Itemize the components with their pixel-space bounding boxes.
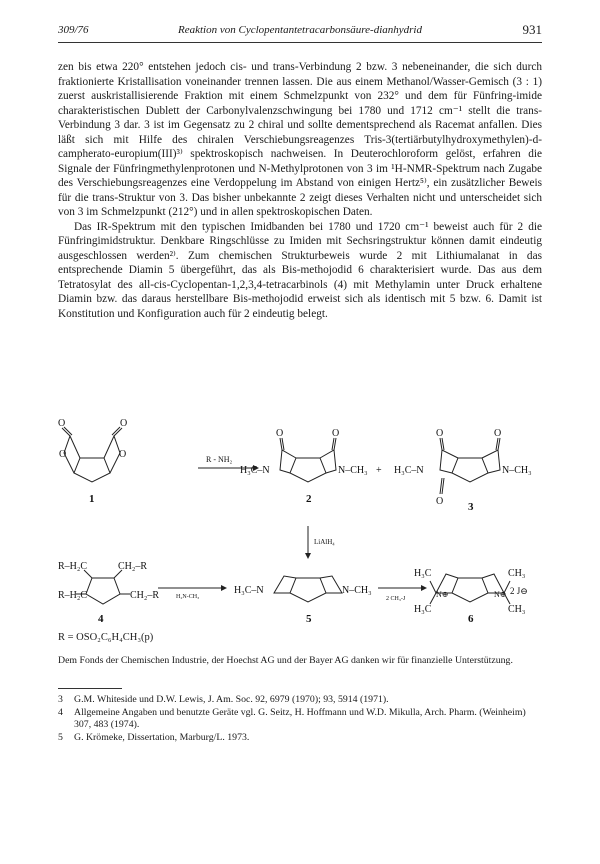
- footnote-number: 4: [58, 706, 63, 718]
- compound-label-2: 2: [306, 493, 312, 505]
- atom-o-1a: O: [58, 418, 66, 429]
- atom-o-3b: O: [494, 428, 502, 439]
- atom-o-2b: O: [332, 428, 340, 439]
- r-group-definition: R = OSO₂C₆H₄CH₃(p): [58, 632, 154, 643]
- compound-6-structure: [430, 574, 510, 604]
- atom-ch3-6b: CH₃: [508, 604, 526, 615]
- compound-label-5: 5: [306, 613, 312, 625]
- header-rule: [58, 42, 542, 43]
- atom-o-3a: O: [436, 428, 444, 439]
- atom-nch3-2: N–CH₃: [338, 465, 368, 476]
- reagent-r-nh2: R - NH₂: [206, 455, 233, 464]
- paragraph-2: Das IR-Spektrum mit den typischen Imidbanden bei 1780 und 1720 cm⁻¹ beweist auch für 2 die Fünfringimidstruktur. Denkbare Ringschlüsse zu Imiden mit Sechsringstruktur können damit eindeutig ausgeschlossen werden²⁾. Zum chemischen Strukturbeweis wurde 2 mit Lithiumalanat in das entsprechende Diamin 5 übergeführt, das als Bis-methojodid 6 charakterisiert wurde. Das aus dem Tetratosylat des all-cis-Cyclopentan-1,2,3,4-tetracarbinols (4) mit Methylamin unter Druck erhaltene Diamin bzw. das daraus herstellbare Bis-methojodid erweist sich als identisch mit 5 bzw. 6. Damit ist Konstitution und Konfiguration auch für 2 eindeutig belegt.: [58, 220, 542, 320]
- compound-3-structure: [440, 438, 500, 494]
- paragraph-1: zen bis etwa 220° entstehen jedoch cis- und trans-Verbindung 2 bzw. 3 nebeneinander, die sich durch fraktionierte Kristallisation voneinander trennen lassen. Die aus einem Methanol/Wasser-Gemisch (3 : 1) zuerst auskristallisierende Fraktion mit einem Schmelzpunkt von 232° und dem für Fünfring-imide charakteristischen Dublett der Carbonylvalenzschwingung bei 1780 und 1712 cm⁻¹ stellt die trans-Verbindung 3 dar. 3 ist im Gegensatz zu 2 chiral und sollte dementsprechend als Racemat anfallen. Dies läßt sich mit Hilfe des chiralen Verschiebungsreagenzes Tris-3(tertiärbutylhydroxymethylen)-d-campherato-europium(III)³⁾ spektroskopisch nachweisen. In Deuterochloroform gelöst, erfahren die Signale der Fünfringmethylenprotonen und N-Methylprotonen von 3 im ¹H-NMR-Spektrum nach Zugabe des Verschiebungsreagenzes eine Verdoppelung im Abstand von einigen Hertz⁵⁾, ein zusätzlicher Beweis für die trans-Struktur von 3. Das bisher unbekannte 2 zeigt dieses Verhalten nicht und unterscheidet sich von 3 im Schmelzpunkt (212°) und in allen spektroskopischen Daten.: [58, 61, 542, 218]
- plus-sign: +: [376, 465, 382, 476]
- atom-o-2a: O: [276, 428, 284, 439]
- atom-nch3-3: N–CH₃: [502, 465, 532, 476]
- atom-h3c-6a: H₃C: [414, 568, 432, 579]
- footnote-3: [58, 694, 542, 707]
- atom-nplus-6a: N⊕: [436, 590, 449, 599]
- footnotes: [58, 694, 542, 744]
- compound-label-3: 3: [468, 501, 474, 513]
- footnote-4: [58, 707, 542, 732]
- footnote-number: 5: [58, 731, 63, 743]
- atom-h3cn-5: H₃C–N: [234, 585, 264, 596]
- footnote-text: G.M. Whiteside und D.W. Lewis, J. Am. Soc. 92, 6979 (1970); 93, 5914 (1971).: [74, 694, 389, 705]
- reaction-scheme: [58, 398, 542, 646]
- atom-o-3c: O: [436, 496, 444, 507]
- atom-h3cn-3: H₃C–N: [394, 465, 424, 476]
- footnote-5: [58, 732, 542, 745]
- compound-label-1: 1: [89, 493, 95, 505]
- page-reference: 309/76: [58, 24, 89, 36]
- footnote-rule: [58, 688, 122, 689]
- reagent-methylamine: H₂N-CH₃: [176, 594, 200, 600]
- atom-ch3-6a: CH₃: [508, 568, 526, 579]
- running-header: [58, 24, 542, 42]
- compound-5-structure: [274, 576, 342, 602]
- atom-ch2r-a: CH₂–R: [118, 561, 148, 572]
- atom-rh2c-b: R–H₂C: [58, 590, 88, 601]
- footnote-text: G. Krömeke, Dissertation, Marburg/L. 1973.: [74, 731, 250, 743]
- atom-nplus-6b: N⊕: [494, 590, 507, 599]
- compound-label-6: 6: [468, 613, 474, 625]
- atom-rh2c-a: R–H₂C: [58, 561, 88, 572]
- reagent-methyl-iodide: 2 CH₃-J: [386, 596, 406, 602]
- compound-1-structure: [62, 427, 122, 482]
- atom-o-1c: O: [59, 449, 67, 460]
- compound-label-4: 4: [98, 613, 104, 625]
- atom-nch3-5: N–CH₃: [342, 585, 372, 596]
- compound-2-structure: [280, 438, 336, 482]
- acknowledgment: Dem Fonds der Chemischen Industrie, der Hoechst AG und der Bayer AG danken wir für finanzielle Unterstützung.: [58, 655, 513, 666]
- footnote-text: Allgemeine Angaben und benutzte Geräte vgl. G. Seitz, H. Hoffmann und W.D. Mikulla, Arch. Pharm. (Weinheim) 307, 483 (1974).: [74, 706, 526, 730]
- running-title: Reaktion von Cyclopentantetracarbonsäure-dianhydrid: [178, 24, 422, 36]
- body-text: [58, 60, 542, 321]
- iodide-counterion: 2 J⊖: [510, 586, 528, 596]
- reaction-scheme-drawing: [58, 398, 542, 646]
- reagent-lialh4: LiAlH₄: [314, 538, 335, 546]
- page-number: 931: [522, 22, 542, 37]
- atom-o-1b: O: [120, 418, 128, 429]
- footnote-number: 3: [58, 694, 63, 705]
- atom-h3cn-2: H₃C–N: [240, 465, 270, 476]
- atom-h3c-6b: H₃C: [414, 604, 432, 615]
- atom-o-1d: O: [119, 449, 127, 460]
- atom-ch2r-b: CH₂–R: [130, 590, 160, 601]
